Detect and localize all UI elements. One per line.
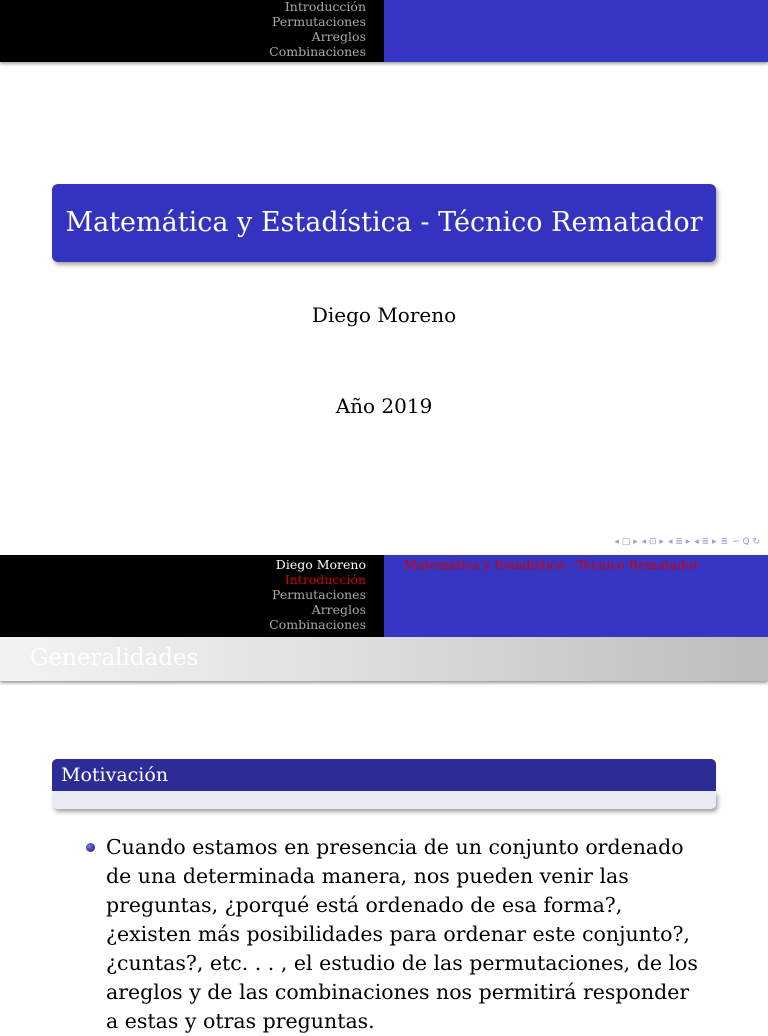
header-bar <box>0 555 768 637</box>
beamer-navigation-symbols <box>614 537 760 547</box>
nav-item-introduccion[interactable]: Introducción <box>284 0 366 14</box>
bullet-list <box>86 833 706 1036</box>
bullet-text: Cuando estamos en presencia de un conjunto ordenado de una determinada manera, nos pueden venir las preguntas, ¿porqué está ordenado de esa forma?, ¿existen más posibilidades para ordenar este conjunto?, ¿cuntas?, etc. . . , el estudio de las permutaciones, de los areglos y de las combinaciones nos permitirá responder a estas y otras preguntas. <box>106 835 698 1033</box>
header-left-panel <box>0 0 384 62</box>
bullet-icon <box>86 843 95 852</box>
section-nav <box>269 557 366 632</box>
subsection-list-nav-icon[interactable]: ◂ ≣ ▸ <box>694 537 717 547</box>
list-item <box>86 833 706 1036</box>
nav-item-introduccion-active[interactable]: Introducción <box>284 572 366 587</box>
nav-item-permutaciones[interactable]: Permutaciones <box>272 14 366 29</box>
frame-nav-icon[interactable]: ◂ □ ▸ <box>614 537 638 547</box>
subsection-nav-icon[interactable]: ◂ ⊡ ▸ <box>641 537 664 547</box>
presentation-date: Año 2019 <box>335 394 433 418</box>
short-title: Matemática y Estadística - Técnico Rematador <box>404 557 699 572</box>
section-nav-icon[interactable]: ◂ ≣ ▸ <box>667 537 691 547</box>
author-name: Diego Moreno <box>311 303 457 327</box>
motivation-block <box>52 759 716 809</box>
search-icon[interactable]: ∽ Q ↻ <box>732 537 760 547</box>
section-nav <box>269 0 366 59</box>
content-slide <box>0 555 768 1033</box>
presentation-title: Matemática y Estadística - Técnico Rematador <box>52 184 716 262</box>
nav-item-combinaciones[interactable]: Combinaciones <box>269 44 366 59</box>
frame-title-bar <box>0 637 768 681</box>
outline-icon[interactable]: ≣ <box>720 537 729 547</box>
nav-author: Diego Moreno <box>275 557 366 572</box>
header-left-panel <box>0 555 384 637</box>
header-bar <box>0 0 768 62</box>
frame-title: Generalidades <box>30 645 199 671</box>
nav-item-combinaciones[interactable]: Combinaciones <box>269 617 366 632</box>
header-right-panel <box>384 0 768 62</box>
block-title: Motivación <box>52 759 716 791</box>
nav-item-arreglos[interactable]: Arreglos <box>311 602 366 617</box>
block-body <box>52 791 716 809</box>
nav-item-permutaciones[interactable]: Permutaciones <box>272 587 366 602</box>
nav-item-arreglos[interactable]: Arreglos <box>311 29 366 44</box>
